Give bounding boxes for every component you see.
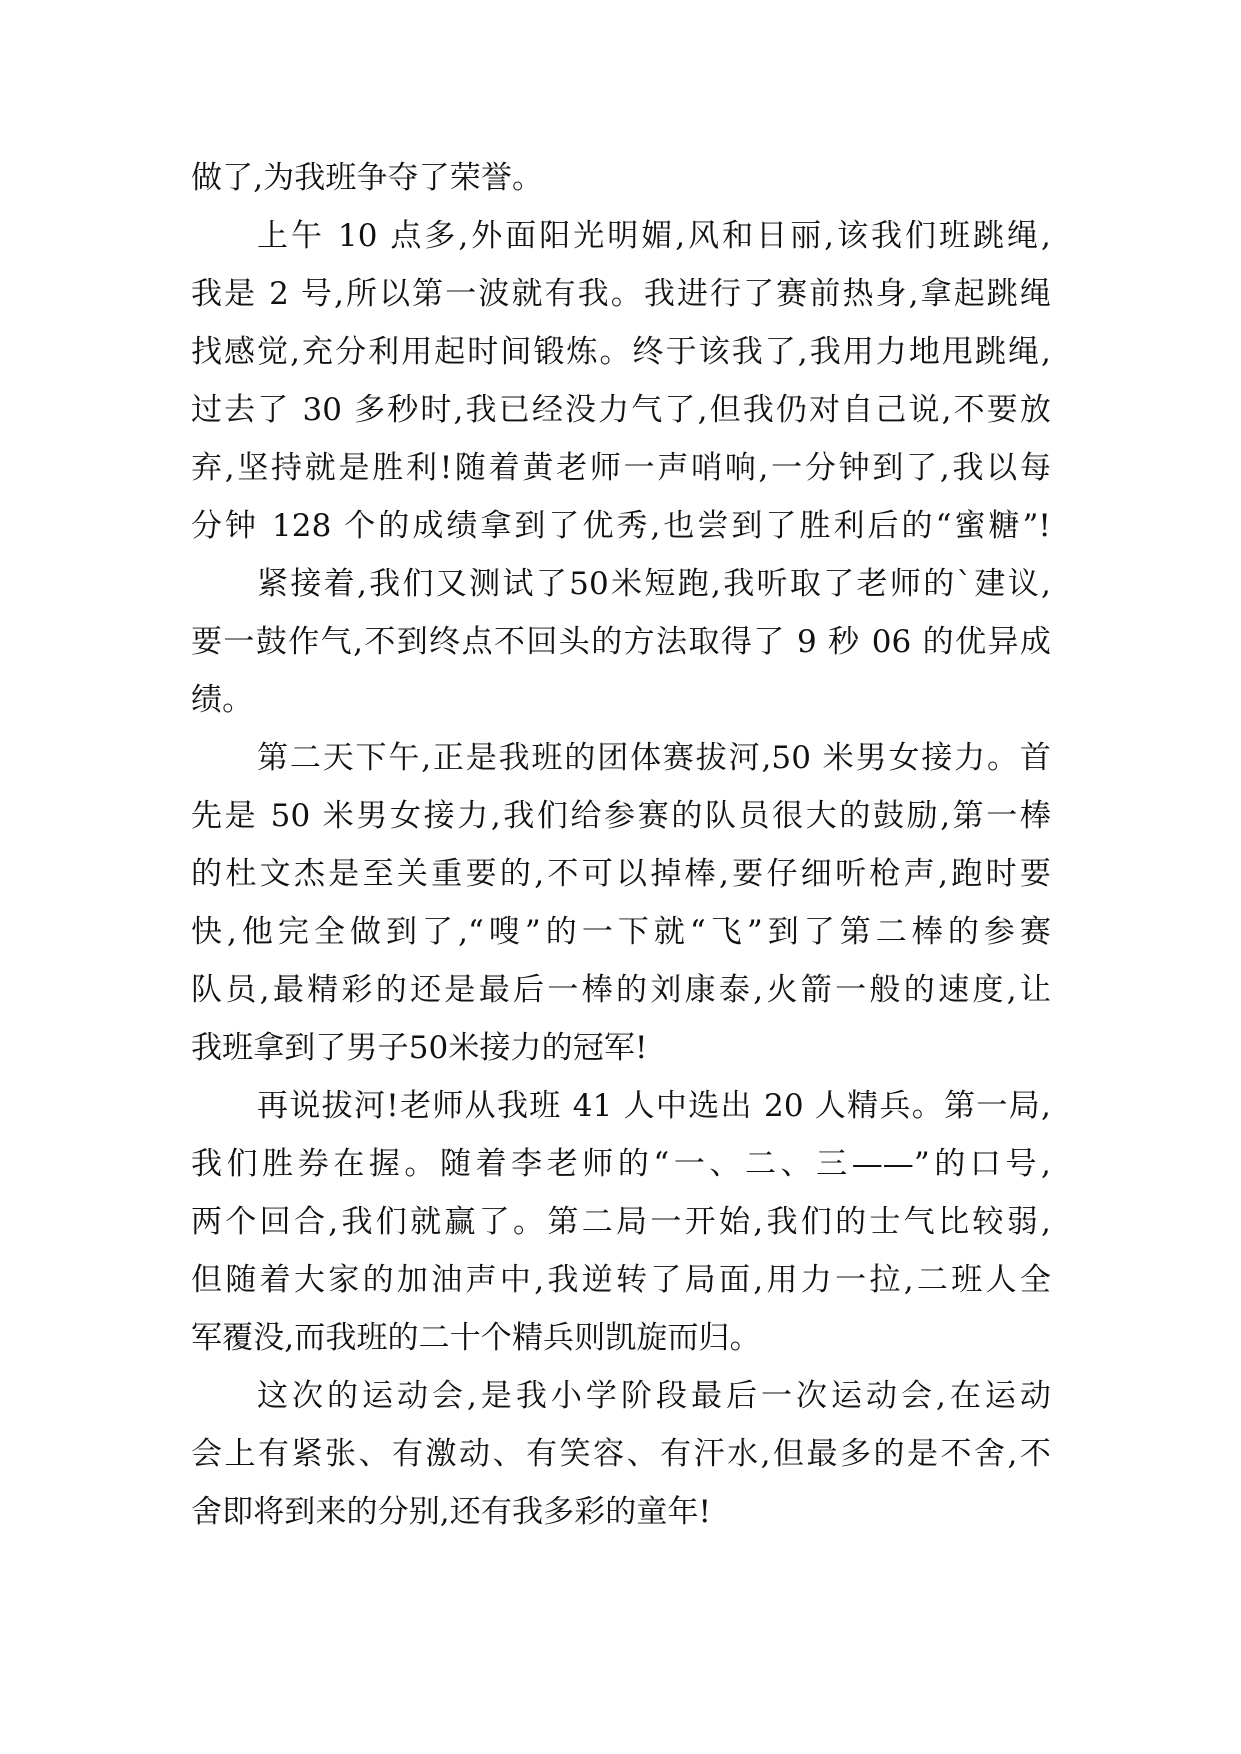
text-line: 队员,最精彩的还是最后一棒的刘康泰,火箭一般的速度,让 [191,972,1051,1008]
text-line: 的杜文杰是至关重要的,不可以掉棒,要仔细听枪声,跑时要 [191,856,1051,892]
text-line: 两个回合,我们就赢了。第二局一开始,我们的士气比较弱, [191,1204,1051,1240]
text-line: 再说拔河!老师从我班 41 人中选出 20 人精兵。第一局, [257,1088,1051,1124]
document-body [191,149,1051,1541]
text-line: 做了,为我班争夺了荣誉。 [191,160,544,196]
text-line: 我是 2 号,所以第一波就有我。我进行了赛前热身,拿起跳绳 [191,276,1051,312]
text-line: 上午 10 点多,外面阳光明媚,风和日丽,该我们班跳绳, [257,218,1051,254]
text-line: 先是 50 米男女接力,我们给参赛的队员很大的鼓励,第一棒 [191,798,1051,834]
text-line: 紧接着,我们又测试了50米短跑,我听取了老师的`建议, [257,566,1051,602]
text-line: 舍即将到来的分别,还有我多彩的童年! [191,1494,712,1530]
text-line: 绩。 [191,682,254,718]
text-line: 分钟 128 个的成绩拿到了优秀,也尝到了胜利后的“蜜糖”! [191,508,1051,544]
text-line: 第二天下午,正是我班的团体赛拔河,50 米男女接力。首 [257,740,1051,776]
text-line: 这次的运动会,是我小学阶段最后一次运动会,在运动 [257,1378,1051,1414]
text-line: 过去了 30 多秒时,我已经没力气了,但我仍对自己说,不要放 [191,392,1051,428]
text-line: 但随着大家的加油声中,我逆转了局面,用力一拉,二班人全 [191,1262,1051,1298]
text-line: 要一鼓作气,不到终点不回头的方法取得了 9 秒 06 的优异成 [191,624,1051,660]
text-line: 弃,坚持就是胜利!随着黄老师一声哨响,一分钟到了,我以每 [191,450,1051,486]
text-line: 找感觉,充分利用起时间锻炼。终于该我了,我用力地甩跳绳, [191,334,1051,370]
text-line: 我们胜券在握。随着李老师的“一、二、三——”的口号, [191,1146,1051,1182]
text-line: 快,他完全做到了,“嗖”的一下就“飞”到了第二棒的参赛 [191,914,1051,950]
text-line: 我班拿到了男子50米接力的冠军! [191,1030,648,1066]
text-line: 军覆没,而我班的二十个精兵则凯旋而归。 [191,1320,761,1356]
text-line: 会上有紧张、有激动、有笑容、有汗水,但最多的是不舍,不 [191,1436,1051,1472]
